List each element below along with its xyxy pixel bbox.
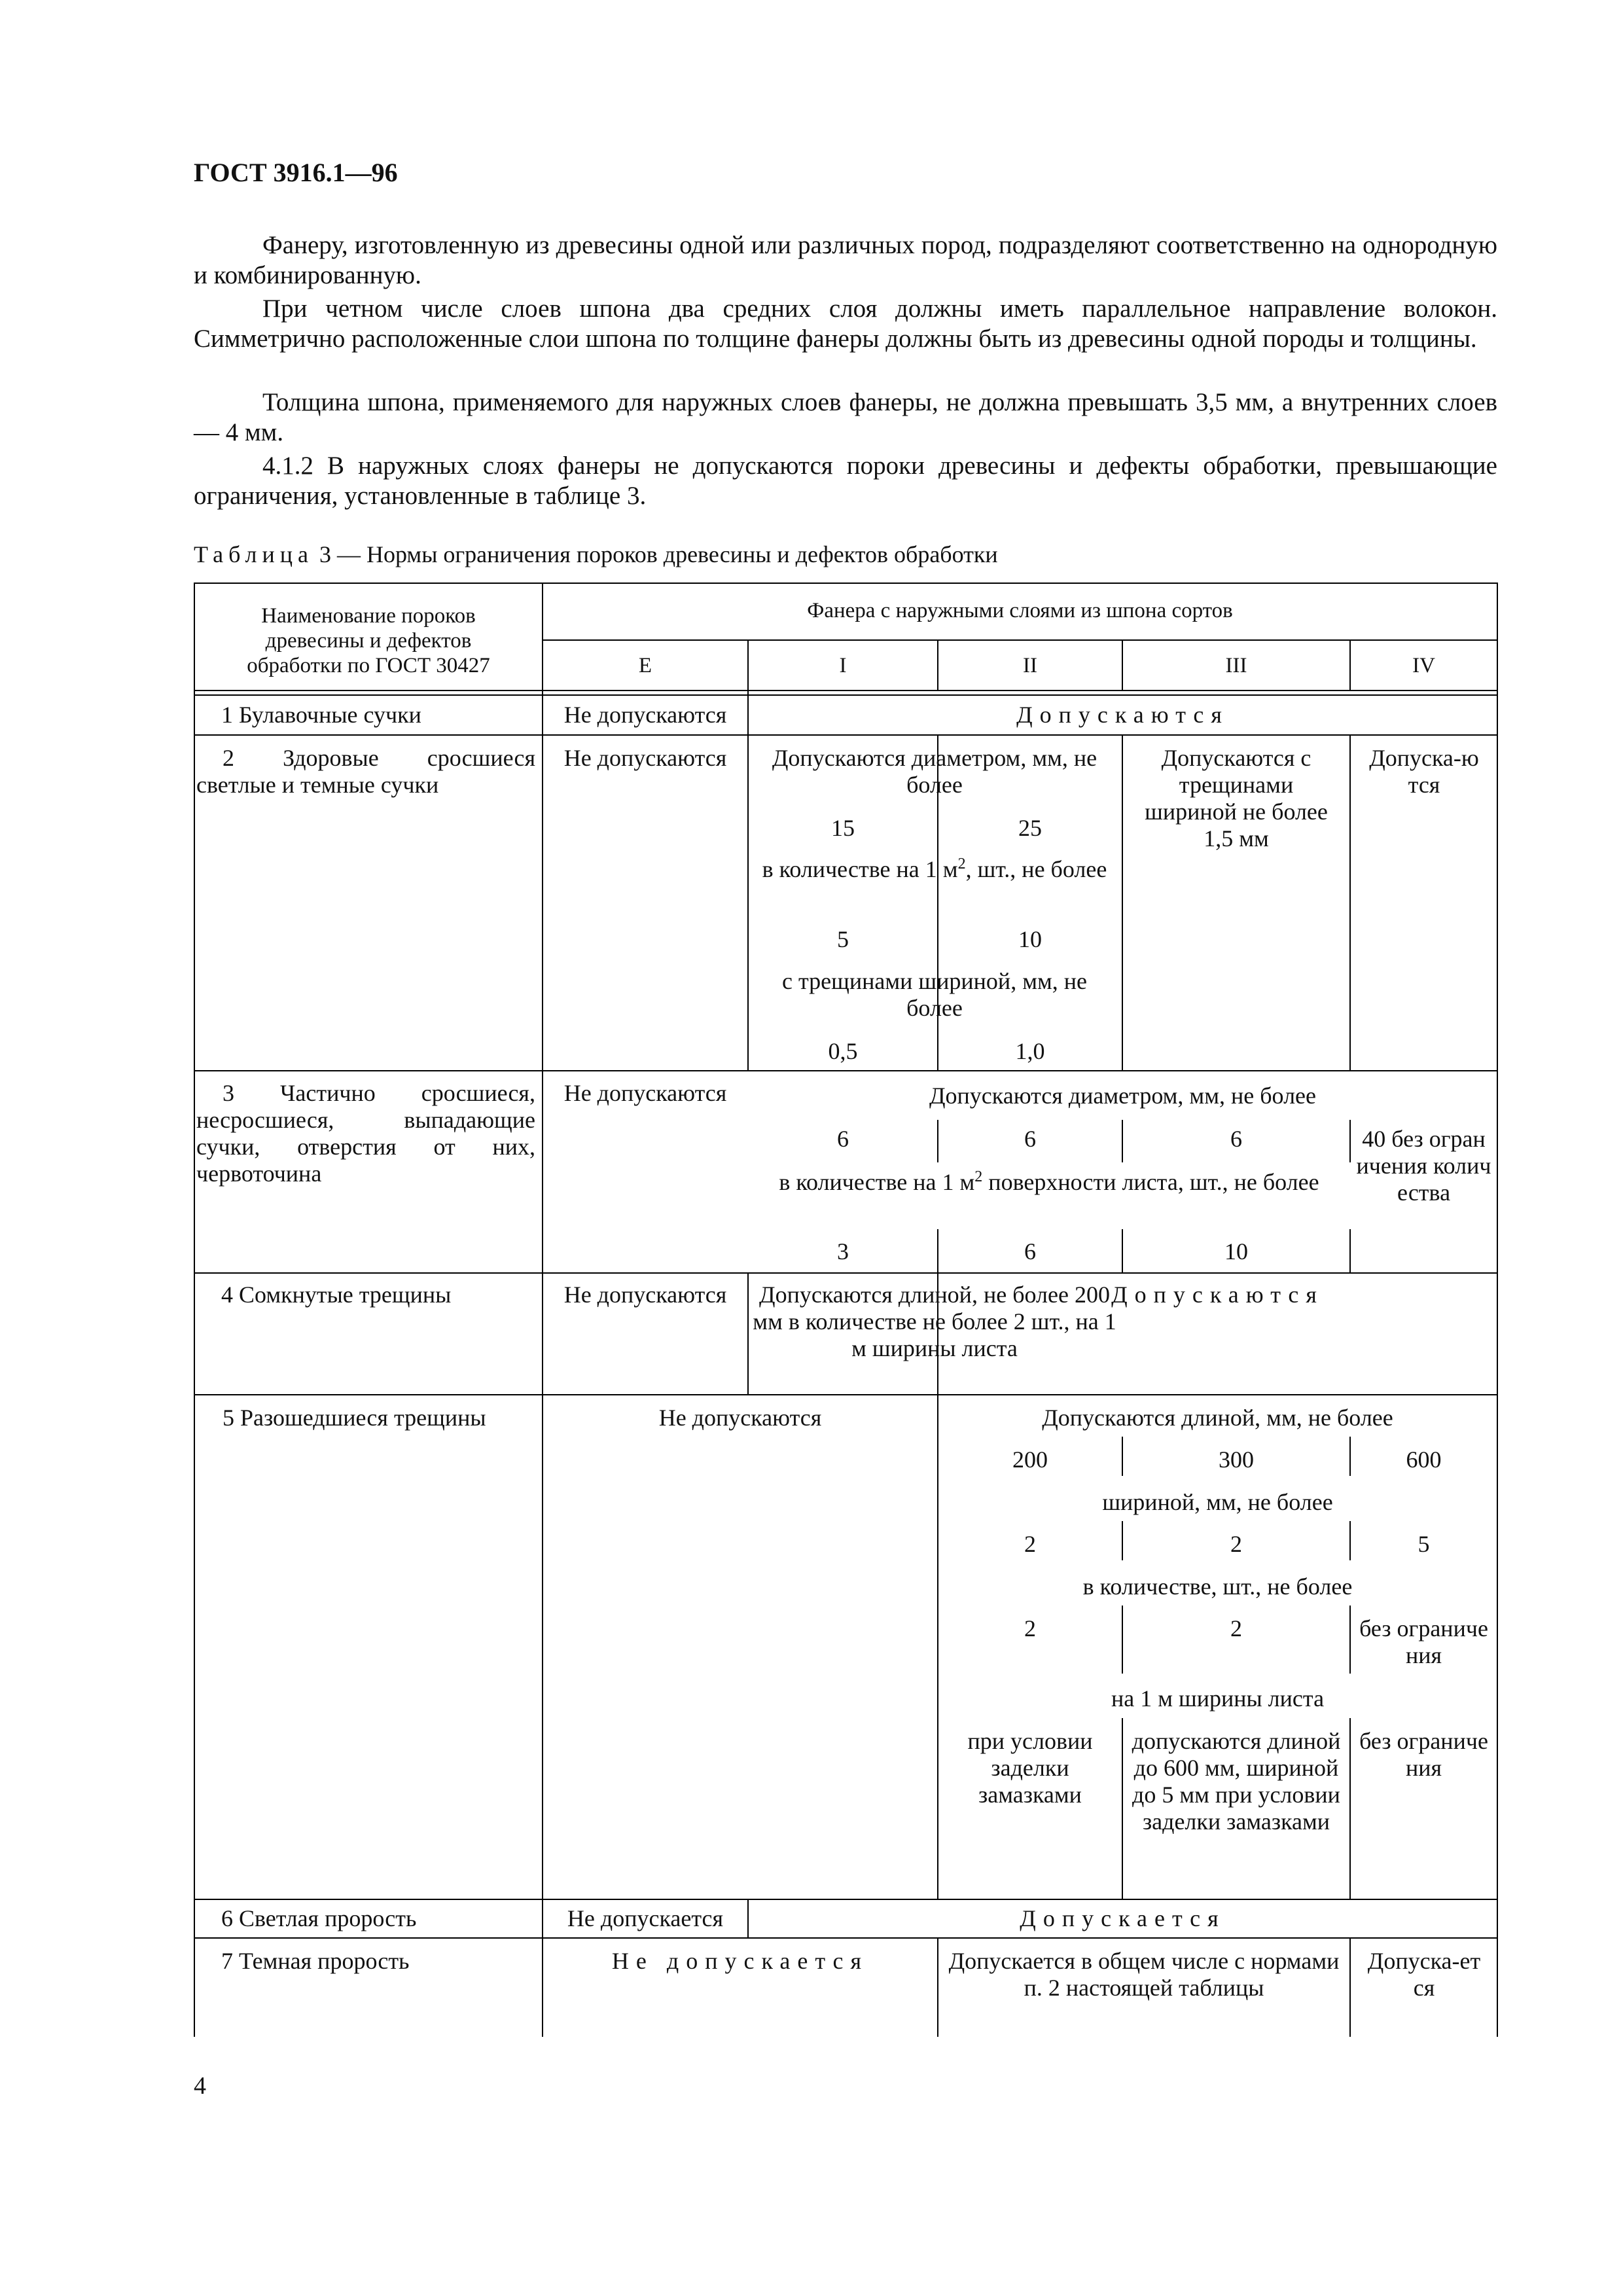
r2-iii: Допускаются с трещинами шириной не более 1,5 мм [1145,745,1328,852]
r2-qty-a: в количестве на 1 м [762,856,958,882]
r5-w1: 2 [1024,1531,1036,1557]
rule [747,1272,749,1395]
rule [194,690,1498,691]
standard-header: ГОСТ 3916.1—96 [194,158,398,187]
table-head-defect: Наименование пороков древесины и дефектов обработки по ГОСТ 30427 [247,604,490,677]
r7-iv: Допуска-ется [1367,1948,1481,2001]
rule [194,1899,1498,1900]
rule [1122,1718,1123,1899]
r3-qty-b: поверхности листа, шт., не более [982,1169,1319,1195]
rule [1497,583,1498,2037]
r5-c2: допускаются длиной до 600 мм, шириной до 5 мм при условии заделки замазками [1132,1728,1341,1835]
grade-i: I [839,654,847,677]
r6-rest: Допускается [1020,1905,1226,1931]
r2-q2: 10 [1018,926,1042,952]
r5-c1: при условии заделки замазками [967,1728,1093,1808]
rule [194,1272,1498,1274]
r2-w1: 0,5 [828,1038,858,1064]
rule [542,583,543,2037]
r1-rest: Допускаются [1016,702,1229,728]
rule [1349,1937,1351,2037]
rule [543,639,1498,641]
r5-l1: 200 [1012,1446,1048,1473]
grade-ii: II [1023,654,1037,677]
r1-name: 1 Булавочные сучки [221,702,421,728]
paragraph-3: Толщина шпона, применяемого для наружных слоев фанеры, не должна превышать 3,5 мм, а внутренних слоев — 4 мм. [194,388,1497,446]
paragraph-4: 4.1.2 В наружных слоях фанеры не допускаются пороки древесины и дефекты обработки, превышающие ограничения, установленные в таблице 3. [194,452,1497,510]
r3-e: Не допускаются [563,1080,727,1106]
grade-iii: III [1225,654,1247,677]
rule [194,1937,1498,1939]
r5-l3: 600 [1406,1446,1442,1473]
r3-name: 3 Частично сросшиеся, несросшиеся, выпадающие сучки, отверстия от них, червоточина [196,1080,535,1187]
r4-rest: Допускаются [1111,1282,1324,1308]
r2-d2: 25 [1018,815,1042,841]
r5-q2: 2 [1230,1615,1242,1641]
rule [194,583,1498,584]
r3-q3: 10 [1224,1238,1248,1265]
r7-e-i: Не допускается [611,1948,869,1974]
r5-width: шириной, мм, не более [1102,1489,1333,1515]
rule [937,1937,938,2037]
rule [194,1070,1498,1071]
r6-e: Не допускается [567,1905,724,1931]
r5-e-i: Не допускаются [658,1405,822,1431]
r2-crack: с трещинами шириной, мм, не более [782,968,1087,1021]
r3-qty-a: в количестве на 1 м [779,1169,975,1195]
paragraph-1: Фанеру, изготовленную из древесины одной или различных пород, подразделяют соответственно на однородную и комбинированную. [194,231,1497,289]
r3-d1: 6 [837,1126,849,1152]
rule [194,1394,1498,1395]
r3-qty-sup: 2 [974,1168,983,1185]
r2-diam: Допускаются диаметром, мм, не более [772,745,1097,798]
table-caption [194,541,998,568]
r7-name: 7 Темная прорость [221,1948,410,1974]
rule [194,694,1498,696]
page-number: 4 [194,2072,206,2100]
r2-w2: 1,0 [1015,1038,1045,1064]
r2-q1: 5 [837,926,849,952]
rule [194,734,1498,736]
r1-e: Не допускаются [563,702,727,728]
r3-diam: Допускаются диаметром, мм, не более [929,1083,1316,1109]
r2-e: Не допускаются [563,745,727,771]
grade-e: Е [638,654,652,677]
r4-name: 4 Сомкнутые трещины [221,1282,452,1308]
r5-per: на 1 м ширины листа [1111,1685,1325,1712]
r5-q3: без ограничения [1359,1615,1488,1668]
r5-w3: 5 [1418,1531,1430,1557]
rule [1349,734,1351,1071]
r5-c3: без ограничения [1359,1728,1488,1781]
r3-q1: 3 [837,1238,849,1265]
r5-l2: 300 [1219,1446,1254,1473]
r3-iv: 40 без ограничения количества [1356,1126,1491,1206]
r7-ii-iii: Допускается в общем числе с нормами п. 2 настоящей таблицы [948,1948,1340,2001]
table-head-group: Фанера с наружными слоями из шпона сортов [807,599,1233,622]
r4-e: Не допускаются [563,1282,727,1308]
r3-d2: 6 [1024,1126,1036,1152]
r2-qty [749,856,1120,883]
r5-name: 5 Разошедшиеся трещины [223,1405,486,1431]
r2-qty-sup: 2 [957,855,966,872]
r2-name: 2 Здоровые сросшиеся светлые и темные сучки [196,745,535,798]
rule [1349,1229,1351,1273]
r3-q2: 6 [1024,1238,1036,1265]
table-caption-text: 3 — Нормы ограничения пороков древесины и дефектов обработки [319,541,998,567]
r2-iv: Допуска-ются [1369,745,1479,798]
r5-len: Допускаются длиной, мм, не более [1042,1405,1393,1431]
grade-iv: IV [1412,654,1435,677]
rule [194,583,195,2037]
r2-qty-b: , шт., не более [965,856,1107,882]
r5-qty: в количестве, шт., не более [1082,1573,1353,1600]
r3-d3: 6 [1230,1126,1242,1152]
r3-qty [759,1169,1339,1196]
r6-name: 6 Светлая прорость [221,1905,417,1931]
r5-w2: 2 [1230,1531,1242,1557]
r5-q1: 2 [1024,1615,1036,1641]
r4-i-ii: Допускаются длиной, не более 200 мм в количестве не более 2 шт., на 1 м ширины листа [753,1282,1116,1361]
table-caption-word: Таблица [194,541,313,567]
paragraph-2: При четном числе слоев шпона два средних слоя должны иметь параллельное направление волокон. Симметрично расположенные слои шпона по толщине фанеры должны быть из древесины одной породы и толщины. [194,295,1497,353]
rule [1122,734,1123,1071]
r2-d1: 15 [831,815,855,841]
